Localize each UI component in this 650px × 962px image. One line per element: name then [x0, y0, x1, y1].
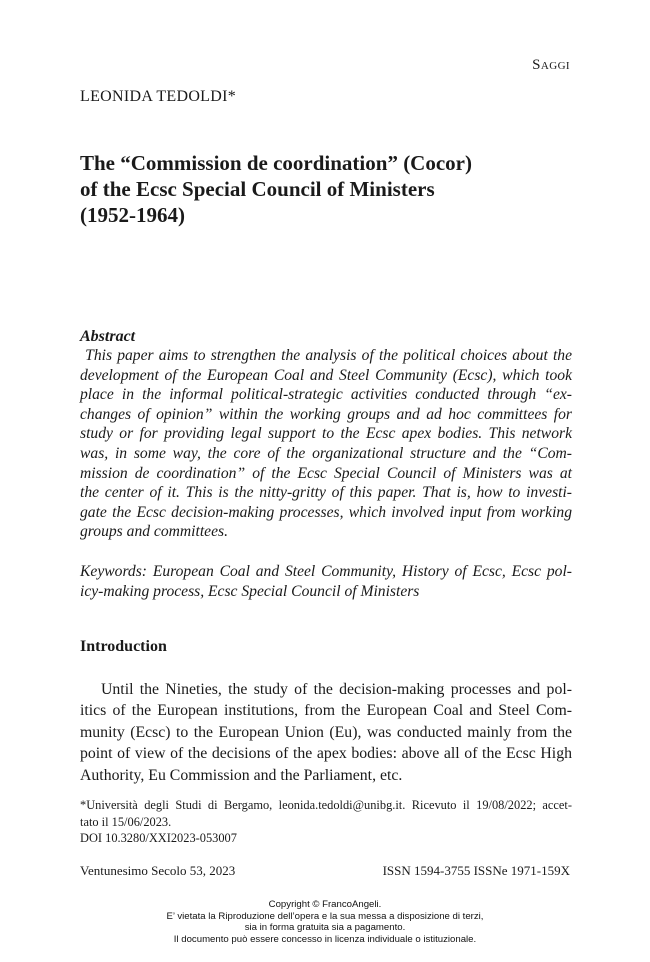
abstract-line: development of the European Coal and Steel Community (Ecsc), which took	[80, 366, 572, 384]
footnote-line: *Università degli Studi di Bergamo, leonida.tedoldi@unibg.it. Ricevuto il 19/08/2022; accet-	[80, 798, 572, 812]
footnote	[80, 797, 572, 847]
title-line: The “Commission de coordination” (Cocor)	[80, 151, 472, 175]
copyright-line: sia in forma gratuita sia a pagamento.	[244, 922, 406, 934]
paragraph-line: Authority, Eu Commission and the Parliament, etc.	[80, 766, 403, 784]
title-line: of the Ecsc Special Council of Ministers	[80, 177, 435, 201]
introduction-heading: Introduction	[80, 638, 167, 655]
abstract-text	[80, 346, 572, 542]
abstract-line: was, in some way, the core of the organizational structure and the “Com-	[80, 444, 572, 462]
abstract-line: study or for providing legal support to the Ecsc apex bodies. This network	[80, 425, 572, 443]
abstract-line: groups and committees.	[80, 523, 228, 541]
abstract-line: the center of it. This is the nitty-gritty of this paper. That is, how to investi-	[80, 484, 572, 502]
keywords	[80, 562, 572, 602]
abstract-line: mission de coordination” of the Ecsc Special Council of Ministers was at	[80, 464, 572, 482]
introduction-paragraph	[80, 679, 572, 786]
section-label: Saggi	[532, 57, 570, 73]
footnote-line: tato il 15/06/2023.	[80, 814, 172, 829]
issn: ISSN 1594-3755 ISSNe 1971-159X	[382, 863, 570, 878]
copyright-line: Il documento può essere concesso in licenza individuale o istituzionale.	[173, 933, 477, 945]
doi: DOI 10.3280/XXI2023-053007	[80, 831, 237, 845]
author-name: LEONIDA TEDOLDI*	[80, 88, 237, 105]
abstract-heading: Abstract	[80, 328, 136, 345]
abstract-line: changes of opinion” within the working groups and ad hoc committees for	[80, 405, 572, 423]
copyright-notice	[0, 899, 650, 945]
copyright-line: E’ vietata la Riproduzione dell’opera e la sua messa a disposizione di terzi,	[166, 910, 484, 922]
article-title	[80, 150, 560, 228]
paragraph-line: itics of the European institutions, from the European Coal and Steel Com-	[80, 702, 572, 720]
paragraph-line: point of view of the decisions of the apex bodies: above all of the Ecsc High	[80, 745, 572, 763]
keywords-line: Keywords: European Coal and Steel Community, History of Ecsc, Ecsc pol-	[80, 563, 572, 580]
abstract-line: gate the Ecsc decision-making processes, which involved input from working	[80, 503, 572, 521]
journal-citation: Ventunesimo Secolo 53, 2023	[80, 863, 236, 878]
abstract-line: place in the informal political-strategic activities conducted through “ex-	[80, 386, 572, 404]
keywords-line: icy-making process, Ecsc Special Council of Ministers	[80, 583, 420, 600]
paragraph-line: Until the Nineties, the study of the decision-making processes and pol-	[101, 681, 572, 698]
paragraph-line: munity (Ecsc) to the European Union (Eu), was conducted mainly from the	[80, 723, 572, 741]
copyright-line: Copyright © FrancoAngeli.	[268, 899, 382, 910]
title-line: (1952-1964)	[80, 203, 185, 227]
abstract-line: This paper aims to strengthen the analysis of the political choices about the	[80, 347, 572, 364]
